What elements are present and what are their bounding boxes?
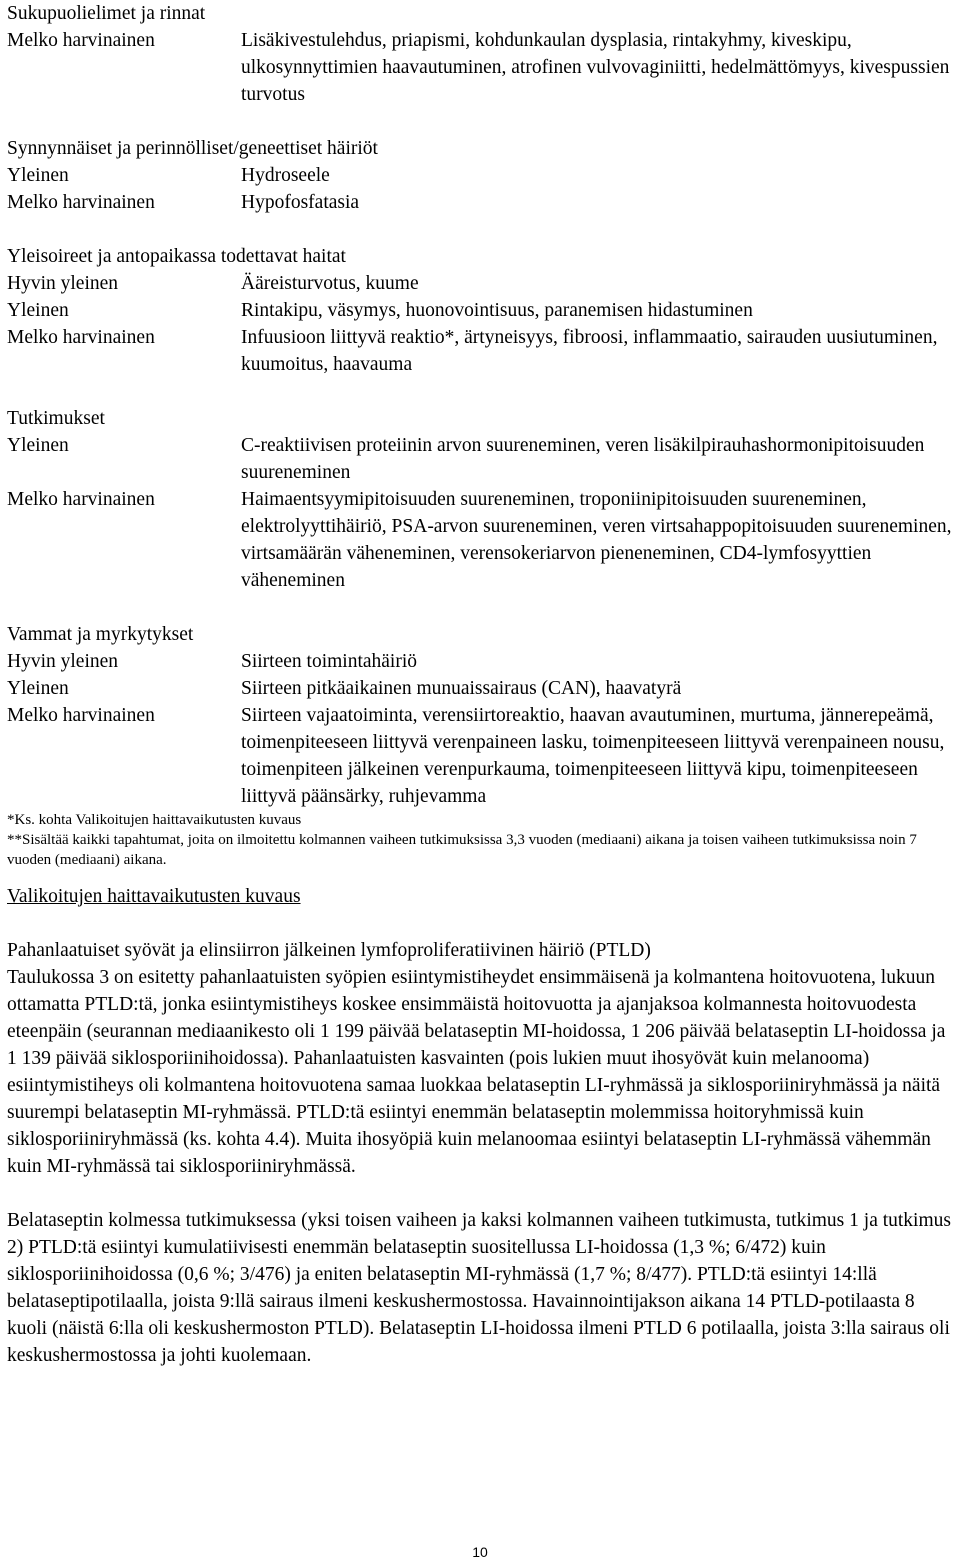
frequency-label: Melko harvinainen — [7, 705, 155, 726]
section-heading: Valikoitujen haittavaikutusten kuvaus — [7, 886, 301, 907]
section-general — [7, 243, 957, 378]
table-row — [7, 27, 957, 108]
spacer — [7, 108, 957, 135]
adverse-effects: C-reaktiivisen proteiinin arvon suureneminen, veren lisäkilpirauhashormonipitoisuuden suureneminen — [241, 435, 925, 483]
adverse-effects: Hypofosfatasia — [241, 192, 360, 213]
adverse-effects: Ääreisturvotus, kuume — [241, 273, 419, 294]
adverse-effects: Siirteen pitkäaikainen munuaissairaus (CAN), haavatyrä — [241, 678, 682, 699]
table-row — [7, 432, 957, 486]
section-congenital — [7, 135, 957, 216]
frequency-label: Yleinen — [7, 165, 69, 186]
spacer — [7, 910, 957, 937]
frequency-label: Yleinen — [7, 300, 69, 321]
document-page — [7, 0, 957, 1369]
table-row — [7, 324, 957, 378]
table-row — [7, 189, 957, 216]
body-paragraph: Taulukossa 3 on esitetty pahanlaatuisten syöpien esiintymistiheydet ensimmäisenä ja kolmantena hoitovuotena, lukuun ottamatta PTLD:tä, jonka esiintymistiheys koskee ensimmäistä hoitovuotta ja ajanjaksoa kolmannesta hoitovuodesta eteenpäin (seurannan mediaanikesto oli 1 199 päivää belataseptin MI-hoidossa, 1 206 päivää belataseptin LI-hoidossa ja 1 139 päivää siklosporiinihoidossa). Pahanlaatuisten kasvainten (pois lukien muut ihosyövät kuin melanooma) esiintymistiheys oli kolmantena hoitovuotena samaa luokkaa belataseptin LI-ryhmässä ja siklosporiiniryhmässä ja näitä suurempi belataseptin MI-ryhmässä. PTLD:tä esiintyi enemmän belataseptin molemmissa hoitoryhmissä kuin siklosporiiniryhmässä (ks. kohta 4.4). Muita ihosyöpiä kuin melanoomaa esiintyi belataseptin LI-ryhmässä vähemmän kuin MI-ryhmässä tai siklosporiiniryhmässä. — [7, 967, 946, 1177]
section-reproductive — [7, 0, 957, 108]
adverse-effects: Haimaentsyymipitoisuuden suureneminen, troponiinipitoisuuden suureneminen, elektrolyyttihäiriö, PSA-arvon suureneminen, veren virtsahappopitoisuuden suureneminen, virtsamäärän väheneminen, verensokeriarvon pieneneminen, CD4-lymfosyyttien väheneminen — [241, 489, 952, 591]
table-row — [7, 486, 957, 594]
spacer — [7, 594, 957, 621]
footnote-2: **Sisältää kaikki tapahtumat, joita on ilmoitettu kolmannen vaiheen tutkimuksissa 3,3 vuoden (mediaani) aikana ja toisen vaiheen tutkimuksissa noin 7 vuoden (mediaani) aikana. — [7, 832, 917, 868]
section-title: Sukupuolielimet ja rinnat — [7, 3, 206, 24]
page-number: 10 — [472, 1544, 488, 1560]
spacer — [7, 216, 957, 243]
table-row — [7, 675, 957, 702]
frequency-label: Yleinen — [7, 435, 69, 456]
footnote-1: *Ks. kohta Valikoitujen haittavaikutusten kuvaus — [7, 812, 302, 828]
section-title: Yleisoireet ja antopaikassa todettavat haitat — [7, 246, 346, 267]
spacer — [7, 1180, 957, 1207]
adverse-effects: Hydroseele — [241, 165, 330, 186]
table-row — [7, 297, 957, 324]
adverse-effects: Lisäkivestulehdus, priapismi, kohdunkaulan dysplasia, rintakyhmy, kiveskipu, ulkosynnyttimien haavautuminen, atrofinen vulvovaginiitti, hedelmättömyys, kivespussien turvotus — [241, 30, 950, 105]
section-investigations — [7, 405, 957, 594]
section-title: Synnynnäiset ja perinnölliset/geneettiset häiriöt — [7, 138, 378, 159]
table-row — [7, 648, 957, 675]
frequency-label: Hyvin yleinen — [7, 273, 119, 294]
subheading: Pahanlaatuiset syövät ja elinsiirron jälkeinen lymfoproliferatiivinen häiriö (PTLD) — [7, 940, 651, 961]
table-row — [7, 702, 957, 810]
section-title: Vammat ja myrkytykset — [7, 624, 194, 645]
body-paragraph: Belataseptin kolmessa tutkimuksessa (yksi toisen vaiheen ja kaksi kolmannen vaiheen tutkimusta, tutkimus 1 ja tutkimus 2) PTLD:tä esiintyi kumulatiivisesti enemmän belataseptin suositellussa LI-hoidossa (1,3 %; 6/472) kuin siklosporiinihoidossa (0,6 %; 3/476) ja eniten belataseptin MI-ryhmässä (1,7 %; 8/477). PTLD:tä esiintyi 14:llä belataseptipotilaalla, joista 9:llä sairaus ilmeni keskushermostossa. Havainnointijakson aikana 14 PTLD-potilaasta 8 kuoli (näistä 6:lla oli keskushermoston PTLD). Belataseptin LI-hoidossa ilmeni PTLD 6 potilaalla, joista 3:lla sairaus oli keskushermostossa ja johti kuolemaan. — [7, 1210, 951, 1366]
adverse-effects: Infuusioon liittyvä reaktio*, ärtyneisyys, fibroosi, inflammaatio, sairauden uusiutuminen, kuumoitus, haavauma — [241, 327, 938, 375]
adverse-effects: Rintakipu, väsymys, huonovointisuus, paranemisen hidastuminen — [241, 300, 753, 321]
table-row — [7, 270, 957, 297]
adverse-effects: Siirteen toimintahäiriö — [241, 651, 418, 672]
frequency-label: Melko harvinainen — [7, 327, 155, 348]
frequency-label: Yleinen — [7, 678, 69, 699]
frequency-label: Melko harvinainen — [7, 489, 155, 510]
section-injuries — [7, 621, 957, 810]
frequency-label: Melko harvinainen — [7, 30, 155, 51]
spacer — [7, 378, 957, 405]
adverse-effects: Siirteen vajaatoiminta, verensiirtoreaktio, haavan avautuminen, murtuma, jännerepeämä, toimenpiteeseen liittyvä verenpaineen lasku, toimenpiteeseen liittyvä verenpaineen nousu, toimenpiteen jälkeinen verenpurkauma, toimenpiteeseen liittyvä kipu, toimenpiteeseen liittyvä päänsärky, ruhjevamma — [241, 705, 945, 807]
table-row — [7, 162, 957, 189]
section-title: Tutkimukset — [7, 408, 105, 429]
frequency-label: Melko harvinainen — [7, 192, 155, 213]
frequency-label: Hyvin yleinen — [7, 651, 119, 672]
